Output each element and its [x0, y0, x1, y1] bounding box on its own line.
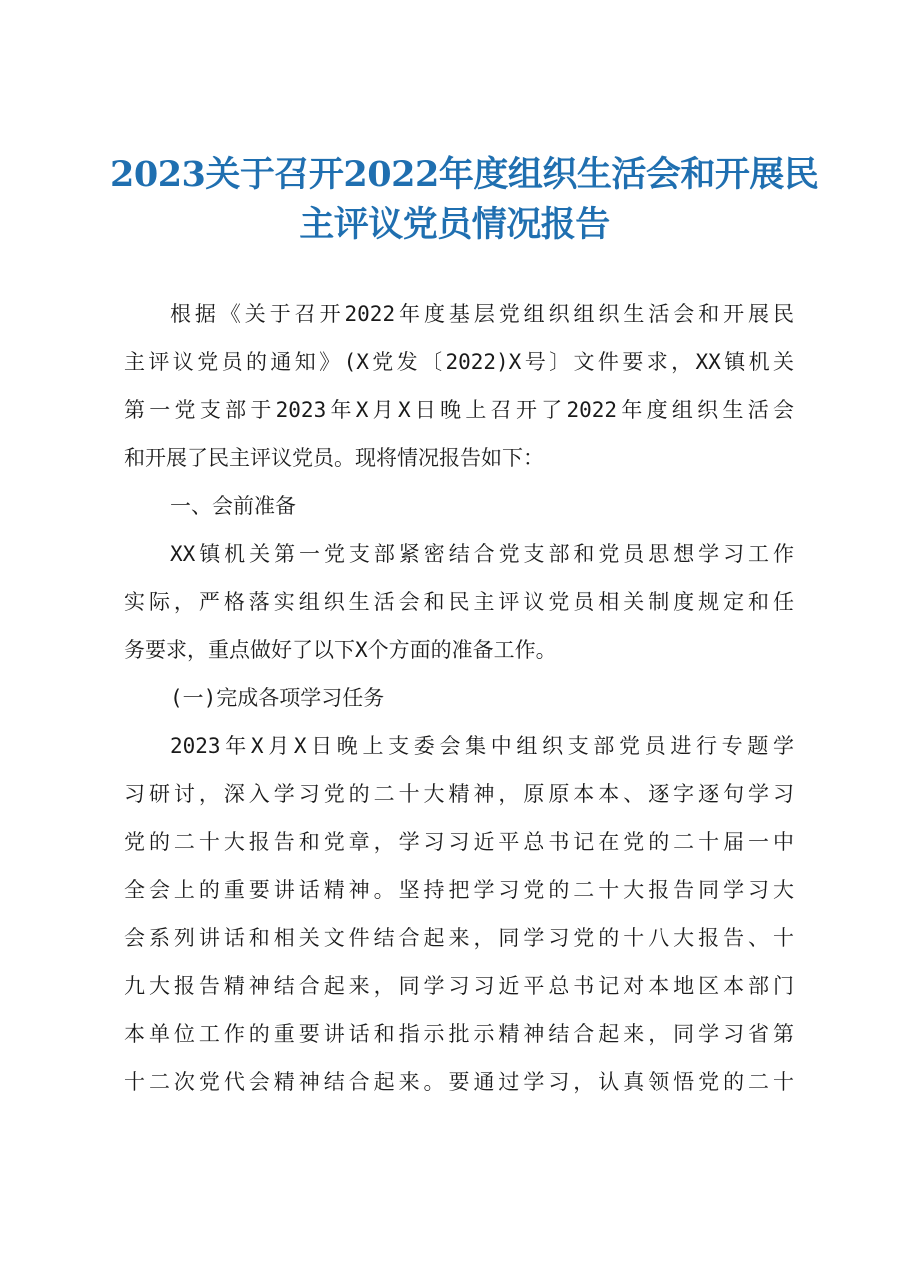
text-line: (一)完成各项学习任务 — [170, 686, 385, 710]
text-line: 十二次党代会精神结合起来。要通过学习，认真领悟党的二十 — [124, 1070, 794, 1094]
text-line: 党的二十大报告和党章，学习习近平总书记在党的二十届一中 — [124, 830, 794, 854]
document-body — [124, 290, 794, 1106]
text-line: 主评议党员的通知》(X党发〔2022)X号〕文件要求，XX镇机关 — [124, 350, 794, 374]
title-line-1: 2023关于召开2022年度组织生活会和开展民 — [110, 154, 819, 195]
text-line: 一、会前准备 — [170, 494, 296, 518]
paragraph-study — [124, 722, 794, 1106]
text-line: 务要求，重点做好了以下X个方面的准备工作。 — [124, 638, 557, 662]
text-line: 2023年X月X日晚上支委会集中组织支部党员进行专题学 — [170, 734, 794, 758]
text-line: 九大报告精神结合起来，同学习习近平总书记对本地区本部门 — [124, 974, 794, 998]
text-line: 会系列讲话和相关文件结合起来，同学习党的十八大报告、十 — [124, 926, 794, 950]
text-line: XX镇机关第一党支部紧密结合党支部和党员思想学习工作 — [170, 542, 794, 566]
text-line: 实际，严格落实组织生活会和民主评议党员相关制度规定和任 — [124, 590, 794, 614]
subsection-heading — [124, 674, 794, 722]
text-line: 习研讨，深入学习党的二十大精神，原原本本、逐字逐句学习 — [124, 782, 794, 806]
paragraph-preparation — [124, 530, 794, 674]
section-heading — [124, 482, 794, 530]
title-line-2: 主评议党员情况报告 — [299, 204, 610, 245]
document-title — [110, 150, 819, 250]
paragraph-intro — [124, 290, 794, 482]
text-line: 根据《关于召开2022年度基层党组织组织生活会和开展民 — [170, 302, 794, 326]
text-line: 第一党支部于2023年X月X日晚上召开了2022年度组织生活会 — [124, 398, 794, 422]
text-line: 和开展了民主评议党员。现将情况报告如下： — [124, 446, 544, 470]
text-line: 本单位工作的重要讲话和指示批示精神结合起来，同学习省第 — [124, 1022, 794, 1046]
text-line: 全会上的重要讲话精神。坚持把学习党的二十大报告同学习大 — [124, 878, 794, 902]
